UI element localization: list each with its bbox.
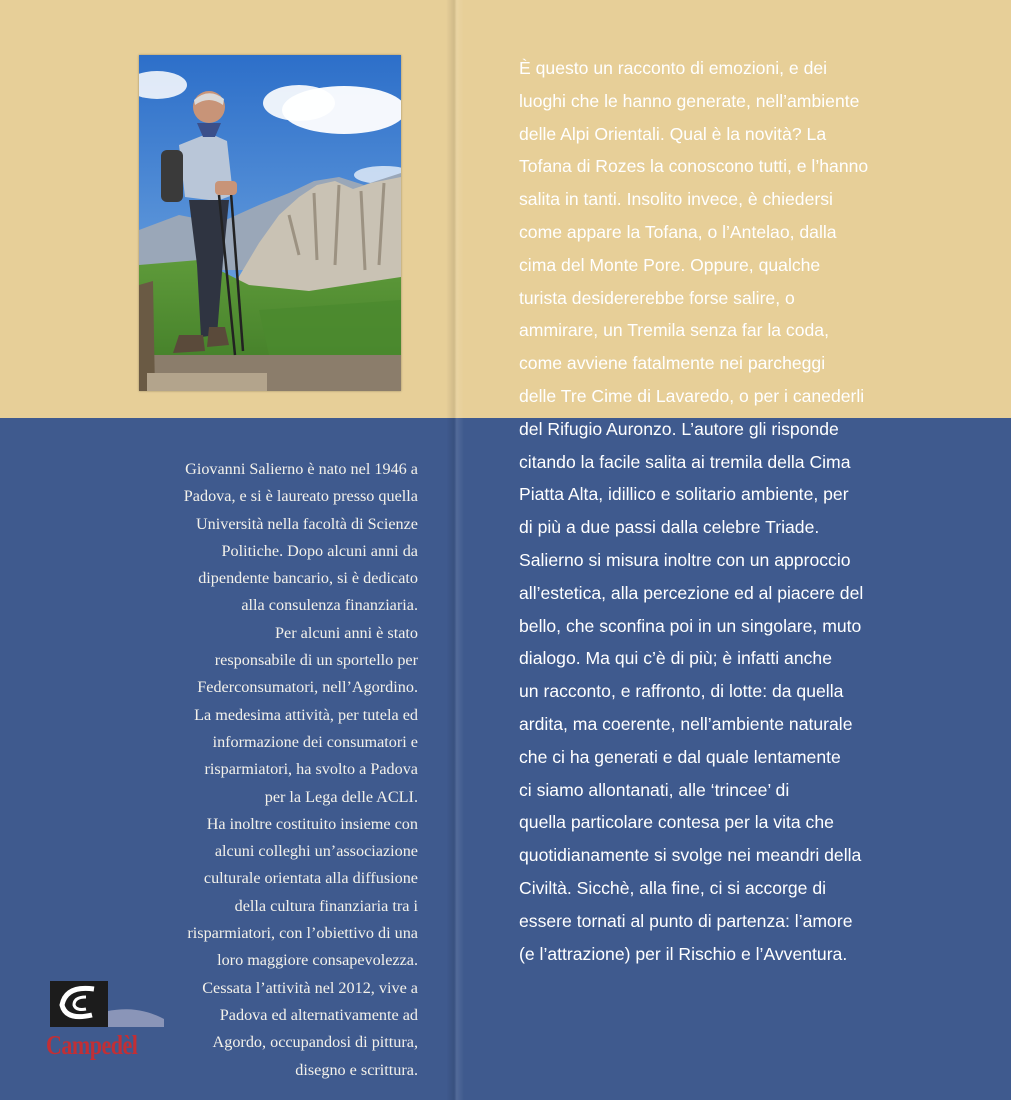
- blurb-line: delle Alpi Orientali. Qual è la novità? La: [519, 123, 827, 144]
- blurb-line: all’estetica, alla percezione ed al piacere del: [519, 582, 864, 603]
- blurb-line: turista desidererebbe forse salire, o: [519, 287, 795, 308]
- bio-line: La medesima attività, per tutela ed: [194, 705, 418, 724]
- blurb-line: Piatta Alta, idillico e solitario ambiente, per: [519, 484, 849, 505]
- bio-line: informazione dei consumatori e: [212, 732, 418, 751]
- blurb-line: quella particolare contesa per la vita che: [519, 812, 834, 833]
- blurb-line: del Rifugio Auronzo. L’autore gli risponde: [519, 418, 839, 439]
- bio-line: loro maggiore consapevolezza.: [217, 951, 418, 970]
- blurb-line: come appare la Tofana, o l’Antelao, dalla: [519, 221, 837, 242]
- blurb-line: Salierno si misura inoltre con un approccio: [519, 549, 851, 570]
- page-fold: [446, 0, 464, 1100]
- bio-line: alla consulenza finanziaria.: [241, 596, 418, 615]
- blurb-line: che ci ha generati e dal quale lentamente: [519, 746, 841, 767]
- blurb-line: quotidianamente si svolge nei meandri della: [519, 845, 862, 866]
- bio-line: disegno e scrittura.: [295, 1060, 418, 1079]
- bio-line: culturale orientata alla diffusione: [203, 869, 418, 888]
- blurb-line: luoghi che le hanno generate, nell’ambiente: [519, 90, 860, 111]
- blurb-line: È questo un racconto di emozioni, e dei: [519, 58, 828, 78]
- blurb-line: dialogo. Ma qui c’è di più; è infatti anche: [519, 648, 832, 669]
- blurb-line: ammirare, un Tremila senza far la coda,: [519, 320, 829, 341]
- bio-line: Per alcuni anni è stato: [275, 623, 418, 642]
- blurb-line: salita in tanti. Insolito invece, è chiedersi: [519, 189, 833, 210]
- author-photo: [139, 55, 401, 391]
- bio-line: Ha inoltre costituito insieme con: [206, 814, 418, 833]
- publisher-logo: [46, 975, 166, 1075]
- blurb-line: citando la facile salita ai tremila della Cima: [519, 451, 851, 472]
- publisher-name: Campedèl: [46, 1029, 138, 1061]
- bio-line: risparmiatori, ha svolto a Padova: [204, 760, 418, 779]
- bio-line: Federconsumatori, nell’Agordino.: [197, 678, 418, 697]
- bio-line: dipendente bancario, si è dedicato: [198, 569, 418, 588]
- bio-line: Padova, e si è laureato presso quella: [183, 487, 418, 506]
- blurb-line: delle Tre Cime di Lavaredo, o per i canederli: [519, 385, 865, 406]
- blurb-line: bello, che sconfina poi in un singolare, muto: [519, 615, 862, 636]
- bio-line: della cultura finanziaria tra i: [234, 896, 418, 915]
- bio-line: alcuni colleghi un’associazione: [214, 842, 418, 861]
- blurb-line: un racconto, e raffronto, di lotte: da quella: [519, 681, 844, 702]
- blurb-line: ardita, ma coerente, nell’ambiente naturale: [519, 713, 853, 734]
- bio-line: Padova ed alternativamente ad: [219, 1005, 418, 1024]
- bio-line: per la Lega delle ACLI.: [264, 787, 418, 806]
- campedel-logo-icon: [46, 975, 166, 1031]
- bio-line: Università nella facoltà di Scienze: [195, 514, 418, 533]
- blurb-line: ci siamo allontanati, alle ‘trincee’ di: [519, 779, 790, 800]
- bio-line: Cessata l’attività nel 2012, vive a: [202, 978, 418, 997]
- blurb-line: essere tornati al punto di partenza: l’amore: [519, 910, 853, 931]
- bio-line: Politiche. Dopo alcuni anni da: [221, 541, 418, 560]
- blurb-line: cima del Monte Pore. Oppure, qualche: [519, 254, 821, 275]
- book-blurb: [519, 52, 965, 970]
- blurb-line: Civiltà. Sicchè, alla fine, ci si accorge di: [519, 877, 827, 898]
- blurb-line: Tofana di Rozes la conoscono tutti, e l’hanno: [519, 156, 869, 177]
- bio-line: Agordo, occupandosi di pittura,: [212, 1033, 418, 1052]
- bio-line: risparmiatori, con l’obiettivo di una: [187, 924, 418, 943]
- blurb-line: di più a due passi dalla celebre Triade.: [519, 517, 820, 538]
- bio-line: responsabile di un sportello per: [214, 651, 418, 670]
- bio-line: Giovanni Salierno è nato nel 1946 a: [185, 460, 418, 478]
- blurb-line: (e l’attrazione) per il Rischio e l’Avventura.: [519, 943, 848, 964]
- blurb-line: come avviene fatalmente nei parcheggi: [519, 353, 826, 374]
